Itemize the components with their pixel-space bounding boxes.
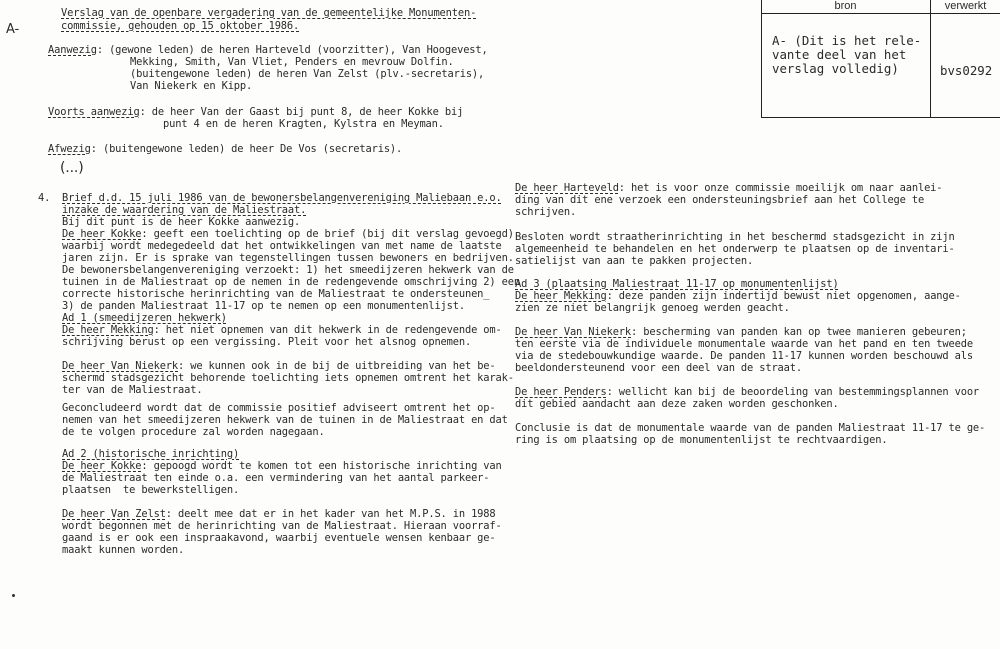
absent-line: Afwezig: (buitengewone leden) de heer De Vos (secretaris).	[48, 143, 403, 155]
also-present-line-1: Voorts aanwezig: de heer Van der Gaast bij punt 8, de heer Kokke bij	[48, 106, 464, 118]
niekerk-statement-line-2: schermd stadsgezicht behorende toelichting iets opnemen omtrent het karak-	[62, 372, 514, 384]
stamp-col-bron: bron	[834, 0, 857, 12]
stamp-bron-line-3: verslag volledig)	[772, 61, 899, 76]
zelst-statement-line-1: De heer Van Zelst: deelt mee dat er in het kader van het M.P.S. in 1988	[62, 508, 496, 520]
speaker-mekking-2: De heer Mekking	[515, 290, 607, 302]
harteveld-statement-line-1: De heer Harteveld: het is voor onze commissie moeilijk om naar aanlei-	[515, 182, 943, 194]
document-title-line-2: commissie, gehouden op 15 oktober 1986.	[61, 20, 300, 32]
penders-statement-line-1: De heer Penders: wellicht kan bij de beoordeling van bestemmingsplannen voor	[515, 386, 980, 398]
stamp-header-divider	[761, 13, 1000, 14]
kokke-statement-line-2: waarbij wordt medegedeeld dat het ontwikkelingen van met name de laatste	[62, 240, 502, 252]
speaker-kokke-2: De heer Kokke	[62, 460, 142, 472]
request-line-4: 3) de panden Maliestraat 11-17 op te nemen op een monumentenlijst.	[62, 300, 465, 312]
kokke2-statement-line-3: plaatsen te bewerkstelligen.	[62, 484, 240, 496]
also-present-label: Voorts aanwezig	[48, 106, 140, 118]
present-line-4: Van Niekerk en Kipp.	[130, 80, 253, 92]
mekking2-statement-line-2: zien ze niet belangrijk genoeg werden geacht.	[515, 302, 790, 314]
present-line-2: Mekking, Smith, Van Vliet, Penders en mevrouw Dolfin.	[130, 56, 454, 68]
niekerk2-statement-line-4: beeldondersteunend voor een deel van de straat.	[515, 362, 802, 374]
speaker-harteveld: De heer Harteveld	[515, 182, 619, 194]
stamp-verwerkt-value: bvs0292	[940, 63, 993, 78]
speaker-van-zelst: De heer Van Zelst	[62, 508, 166, 520]
final-conclusion-line-1: Conclusie is dat de monumentale waarde van de panden Maliestraat 11-17 te ge-	[515, 422, 986, 434]
harteveld-statement-line-2: ding van dit ene verzoek een ondersteuningsbrief aan het College te	[515, 194, 925, 206]
stamp-column-divider	[930, 0, 931, 117]
niekerk2-statement-line-2: ten eerste via de individuele monumentale waarde van het pand en ten tweede	[515, 338, 973, 350]
speaker-kokke: De heer Kokke	[62, 228, 142, 240]
kokke2-statement-line-1: De heer Kokke: gepoogd wordt te komen tot een historische inrichting van	[62, 460, 502, 472]
niekerk-statement-line-3: ter van de Maliestraat.	[62, 384, 203, 396]
kokke-statement-line-3: jaren zijn. Er is sprake van tegenstellingen tussen bewoners en bedrijven.	[62, 252, 514, 264]
ad1-heading: Ad 1 (smeedijzeren hekwerk)	[62, 312, 227, 324]
conclusion-1-line-3: de te volgen procedure zal worden nagegaan.	[62, 426, 325, 438]
mekking-statement-line-1: De heer Mekking: het niet opnemen van dit hekwerk in de redengevende om-	[62, 324, 502, 336]
stamp-bron-line-2: vante deel van het	[772, 47, 907, 62]
final-conclusion-line-2: ring is om plaatsing op de monumentenlijst te rechtvaardigen.	[515, 434, 888, 446]
stamp-col-verwerkt: verwerkt	[944, 0, 987, 12]
ad3-heading: Ad 3 (plaatsing Maliestraat 11-17 op monumentenlijst)	[515, 278, 839, 290]
ad2-heading: Ad 2 (historische inrichting)	[62, 448, 240, 460]
conclusion-1-line-2: nemen van het smeedijzeren hekwerk van de tuinen in de Maliestraat en dat	[62, 414, 508, 426]
present-line-3: (buitengewone leden) de heren Van Zelst (plv.-secretaris),	[130, 68, 485, 80]
zelst-statement-line-2: wordt begonnen met de herinrichting van de Maliestraat. Hieraan voorraf-	[62, 520, 502, 532]
decision-line-1: Besloten wordt straatherinrichting in het beschermd stadsgezicht in zijn	[515, 231, 955, 243]
agenda-item-title-2: inzake de waardering van de Maliestraat.	[62, 204, 307, 216]
also-present-line-2: punt 4 en de heren Kragten, Kylstra en Meyman.	[163, 118, 444, 130]
harteveld-statement-line-3: schrijven.	[515, 206, 577, 218]
niekerk-statement-line-1: De heer Van Niekerk: we kunnen ook in de bij de uitbreiding van het be-	[62, 360, 496, 372]
kokke-statement-line-1: De heer Kokke: geeft een toelichting op de brief (bij dit verslag gevoegd)	[62, 228, 514, 240]
mekking2-statement-line-1: De heer Mekking: deze panden zijn indertijd bewust niet opgenomen, aange-	[515, 290, 961, 302]
conclusion-1-line-1: Geconcludeerd wordt dat de commissie positief adviseert omtrent het op-	[62, 402, 496, 414]
request-line-3: correcte historische herinrichting van de Maliestraat te ondersteunen_	[62, 288, 490, 300]
request-line-2: tuinen in de Maliestraat op de nemen in de redengevende omschrijving 2) een	[62, 276, 520, 288]
speaker-van-niekerk-2: De heer Van Niekerk	[515, 326, 632, 338]
niekerk2-statement-line-1: De heer Van Niekerk: bescherming van panden kan op twee manieren gebeuren;	[515, 326, 967, 338]
speaker-mekking: De heer Mekking	[62, 324, 154, 336]
speaker-van-niekerk: De heer Van Niekerk	[62, 360, 179, 372]
decision-line-3: satielijst van aan te pakken projecten.	[515, 255, 754, 267]
present-line-1: Aanwezig: (gewone leden) de heren Harteveld (voorzitter), Van Hoogevest,	[48, 44, 488, 56]
zelst-statement-line-3: gaand is er ook een inspraakavond, waarbij eventuele wensen kenbaar ge-	[62, 532, 496, 544]
margin-mark: A-	[6, 22, 19, 37]
omission-mark: (...)	[60, 160, 84, 176]
mekking-statement-line-2: schrijving berust op een vergissing. Pleit voor het alsnog opnemen.	[62, 336, 472, 348]
kokke2-statement-line-2: de Maliestraat ten einde o.a. een vermindering van het aantal parkeer-	[62, 472, 490, 484]
scan-speck	[12, 594, 15, 597]
request-line-1: De bewonersbelangenvereniging verzoekt: 1) het smeedijzeren hekwerk van de	[62, 264, 514, 276]
absent-label: Afwezig	[48, 143, 91, 155]
agenda-item-title-1: Brief d.d. 15 juli 1986 van de bewonersbelangenvereniging Maliebaan e.o.	[62, 192, 502, 204]
document-title-line-1: Verslag van de openbare vergadering van de gemeentelijke Monumenten-	[61, 7, 477, 19]
stamp-bron-line-1: A- (Dit is het rele-	[772, 33, 922, 48]
agenda-item-number: 4.	[38, 192, 51, 204]
niekerk2-statement-line-3: via de stedebouwkundige waarde. De panden 11-17 kunnen worden beschouwd als	[515, 350, 973, 362]
penders-statement-line-2: dit gebied aandacht aan deze zaken worden geschonken.	[515, 398, 839, 410]
present-label: Aanwezig	[48, 44, 97, 56]
decision-line-2: algemeenheid te behandelen en het onderwerp te plaatsen op de inventari-	[515, 243, 955, 255]
kokke-present-note: Bij dit punt is de heer Kokke aanwezig.	[62, 216, 301, 228]
zelst-statement-line-4: maakt kunnen worden.	[62, 544, 185, 556]
speaker-penders: De heer Penders	[515, 386, 607, 398]
